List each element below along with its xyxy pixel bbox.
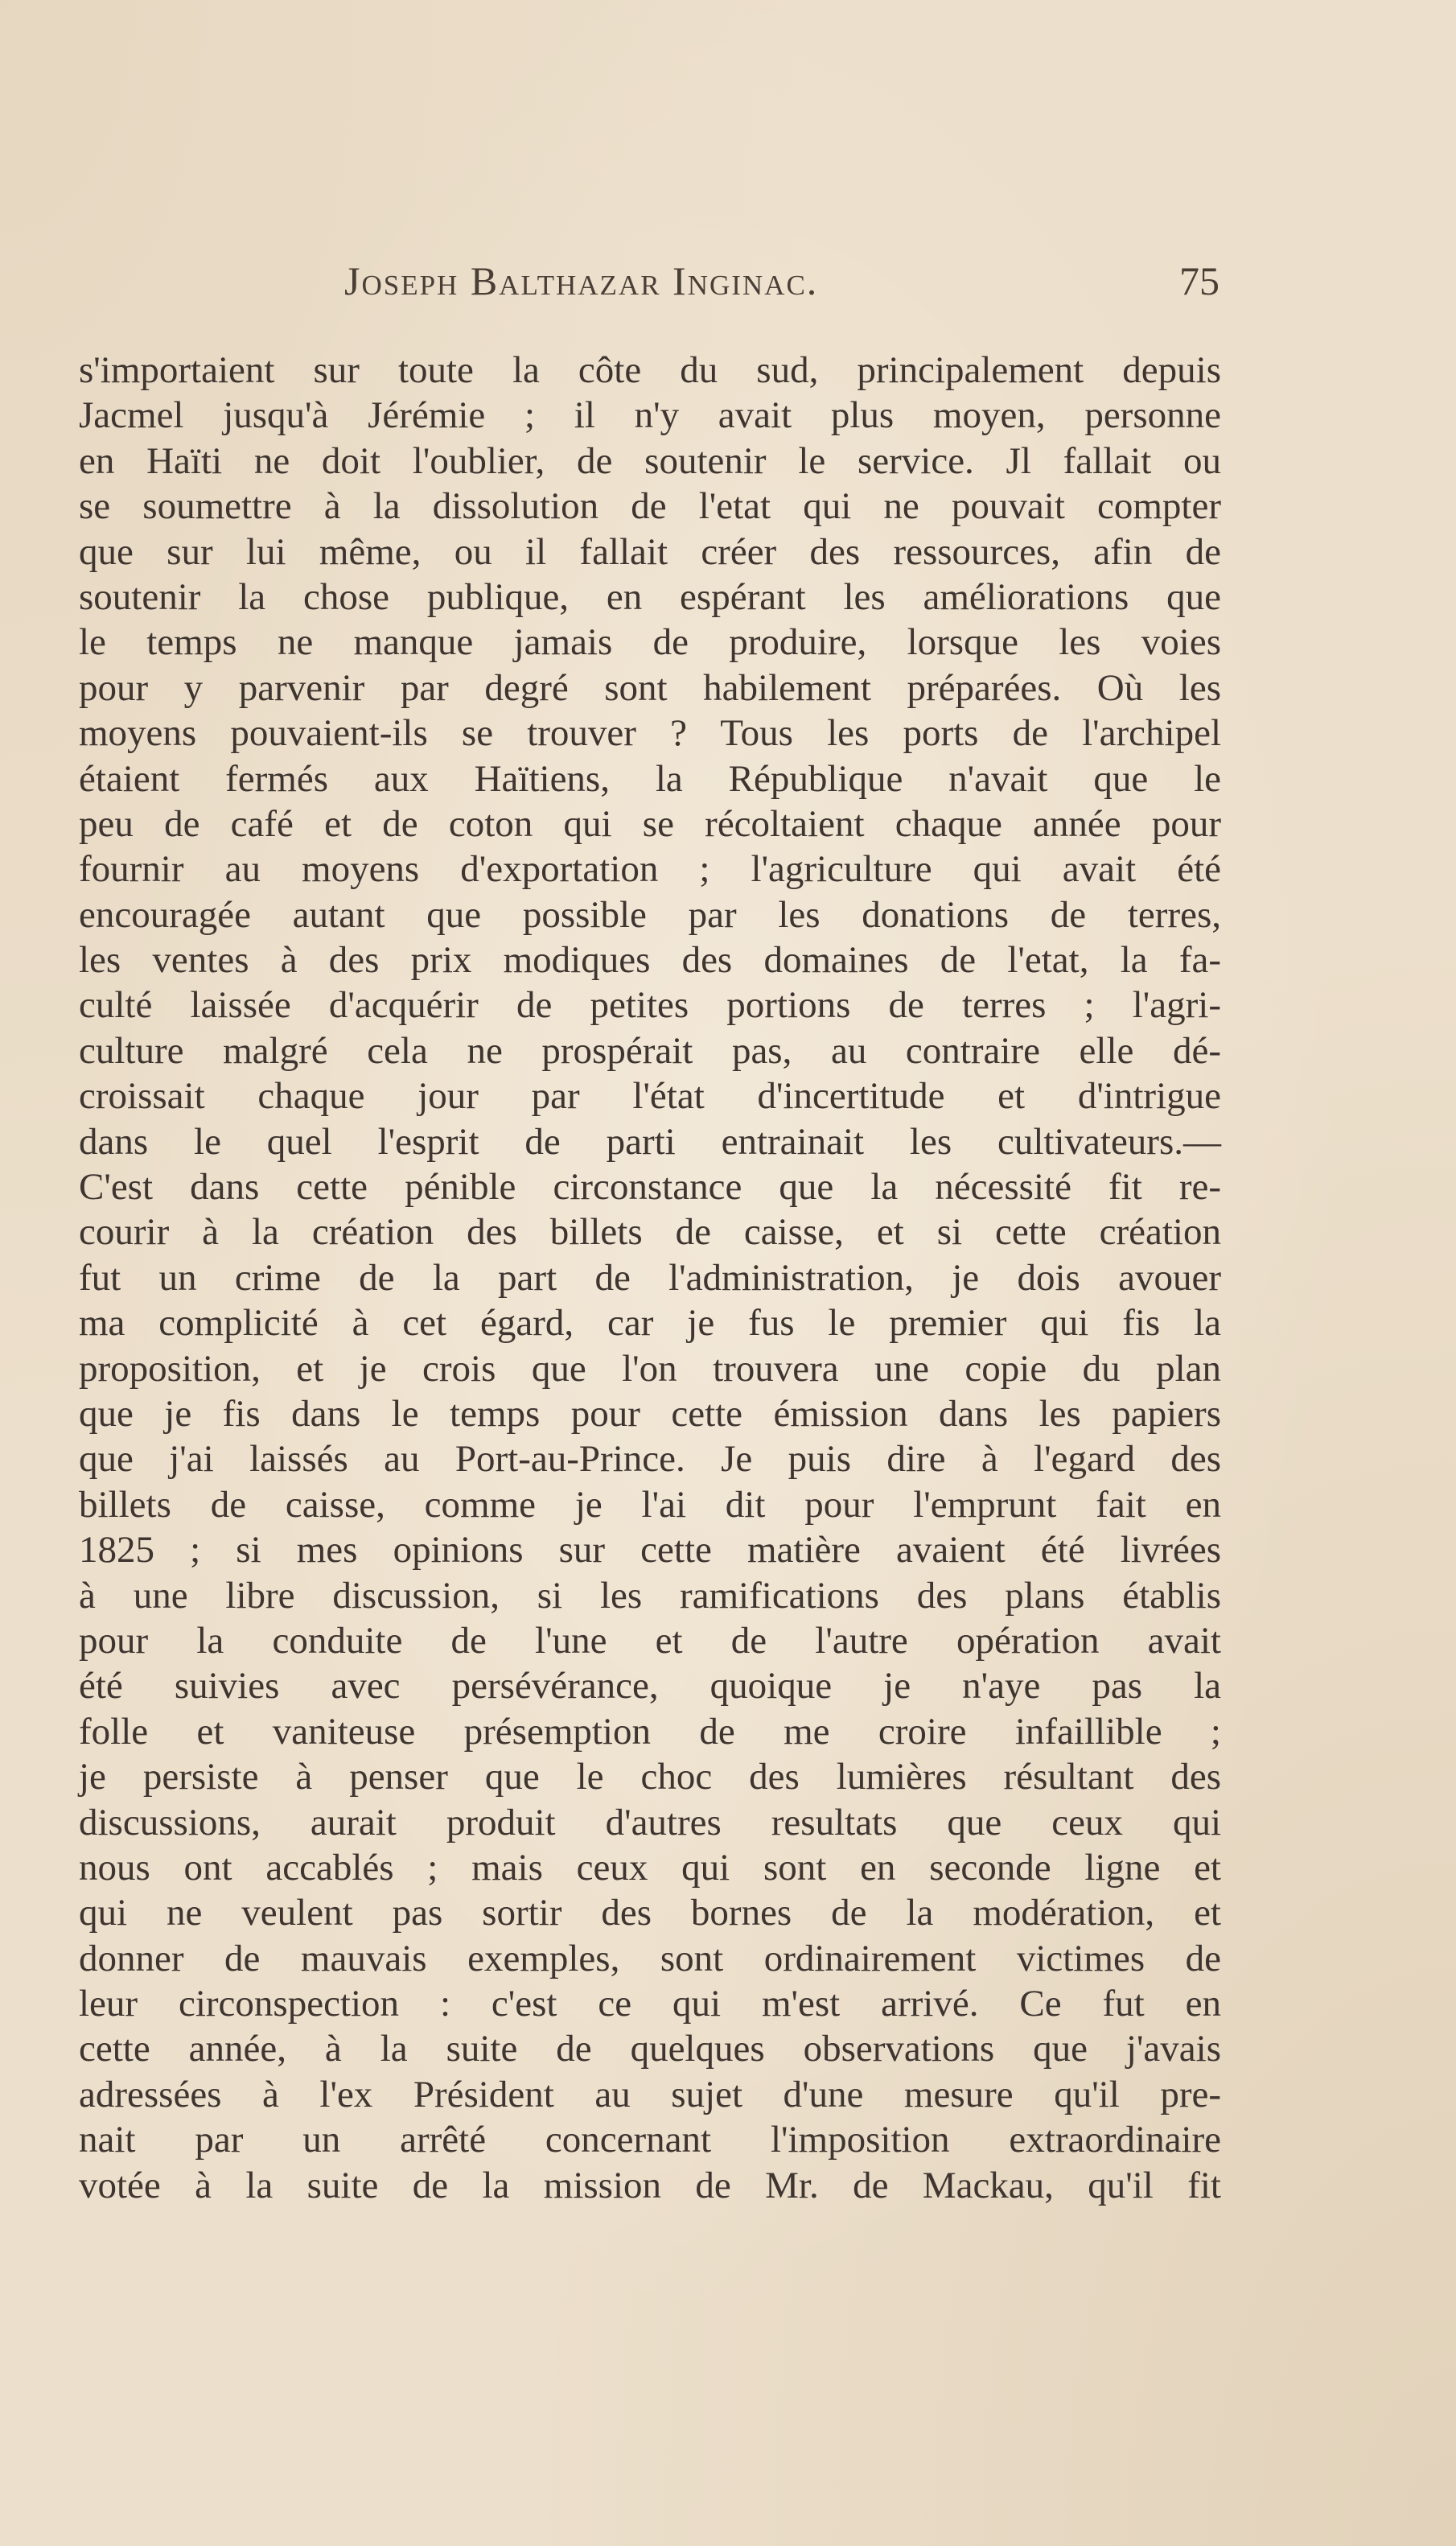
- text-line: nous ont accablés ; mais ceux qui sont en seconde ligne et: [79, 1846, 1221, 1889]
- text-line: étaient fermés aux Haïtiens, la République n'avait que le: [79, 757, 1221, 800]
- text-line: en Haïti ne doit l'oublier, de soutenir le service. Jl fallait ou: [79, 439, 1221, 482]
- text-line: je persiste à penser que le choc des lumières résultant des: [79, 1756, 1221, 1798]
- text-line: encouragée autant que possible par les donations de terres,: [79, 893, 1221, 936]
- text-line: culture malgré cela ne prospérait pas, au contraire elle dé-: [79, 1029, 1221, 1072]
- text-line: leur circonspection : c'est ce qui m'est arrivé. Ce fut en: [79, 1983, 1221, 2025]
- text-line: fut un crime de la part de l'administration, je dois avouer: [79, 1256, 1221, 1299]
- text-line: qui ne veulent pas sortir des bornes de la modération, et: [79, 1892, 1221, 1934]
- text-line: billets de caisse, comme je l'ai dit pour l'emprunt fait en: [79, 1483, 1221, 1526]
- text-line: Jacmel jusqu'à Jérémie ; il n'y avait plus moyen, personne: [79, 394, 1221, 437]
- running-title: Joseph Balthazar Inginac.: [344, 258, 819, 303]
- text-line: fournir au moyens d'exportation ; l'agriculture qui avait été: [79, 848, 1221, 891]
- text-line: peu de café et de coton qui se récoltaient chaque année pour: [79, 802, 1221, 845]
- text-line: se soumettre à la dissolution de l'etat qui ne pouvait compter: [79, 485, 1221, 528]
- text-line: été suivies avec persévérance, quoique je n'aye pas la: [79, 1665, 1221, 1708]
- text-line: culté laissée d'acquérir de petites portions de terres ; l'agri-: [79, 984, 1221, 1027]
- text-line: le temps ne manque jamais de produire, lorsque les voies: [79, 621, 1221, 664]
- text-line: votée à la suite de la mission de Mr. de Mackau, qu'il fit: [79, 2164, 1221, 2206]
- text-line: dans le quel l'esprit de parti entrainait les cultivateurs.—: [79, 1120, 1221, 1163]
- text-line: donner de mauvais exemples, sont ordinairement victimes de: [79, 1937, 1221, 1980]
- text-line: folle et vaniteuse présemption de me croire infaillible ;: [79, 1710, 1221, 1753]
- text-line: discussions, aurait produit d'autres resultats que ceux qui: [79, 1801, 1221, 1844]
- text-line: nait par un arrêté concernant l'imposition extraordinaire: [79, 2119, 1221, 2161]
- text-line: adressées à l'ex Président au sujet d'une mesure qu'il pre-: [79, 2073, 1221, 2115]
- text-line: à une libre discussion, si les ramifications des plans établis: [79, 1574, 1221, 1617]
- text-line: les ventes à des prix modiques des domaines de l'etat, la fa-: [79, 939, 1221, 982]
- text-line: cette année, à la suite de quelques observations que j'avais: [79, 2028, 1221, 2070]
- text-line: que j'ai laissés au Port-au-Prince. Je puis dire à l'egard des: [79, 1438, 1221, 1481]
- text-line: croissait chaque jour par l'état d'incertitude et d'intrigue: [79, 1075, 1221, 1118]
- text-line: pour la conduite de l'une et de l'autre opération avait: [79, 1619, 1221, 1662]
- text-line: que sur lui même, ou il fallait créer des ressources, afin de: [79, 530, 1221, 573]
- text-line: 1825 ; si mes opinions sur cette matière avaient été livrées: [79, 1529, 1221, 1572]
- text-line: s'importaient sur toute la côte du sud, principalement depuis: [79, 349, 1221, 391]
- text-line: ma complicité à cet égard, car je fus le premier qui fis la: [79, 1302, 1221, 1345]
- text-line: pour y parvenir par degré sont habilement préparées. Où les: [79, 666, 1221, 709]
- text-line: moyens pouvaient-ils se trouver ? Tous les ports de l'archipel: [79, 712, 1221, 755]
- text-line: que je fis dans le temps pour cette émission dans les papiers: [79, 1392, 1221, 1435]
- body-text: [79, 348, 1221, 2208]
- text-line: courir à la création des billets de caisse, et si cette création: [79, 1211, 1221, 1254]
- text-line: C'est dans cette pénible circonstance que la nécessité fit re-: [79, 1166, 1221, 1209]
- running-head: [79, 257, 1220, 314]
- page-number: 75: [1179, 258, 1220, 303]
- text-line: soutenir la chose publique, en espérant les améliorations que: [79, 575, 1221, 618]
- text-line: proposition, et je crois que l'on trouvera une copie du plan: [79, 1347, 1221, 1390]
